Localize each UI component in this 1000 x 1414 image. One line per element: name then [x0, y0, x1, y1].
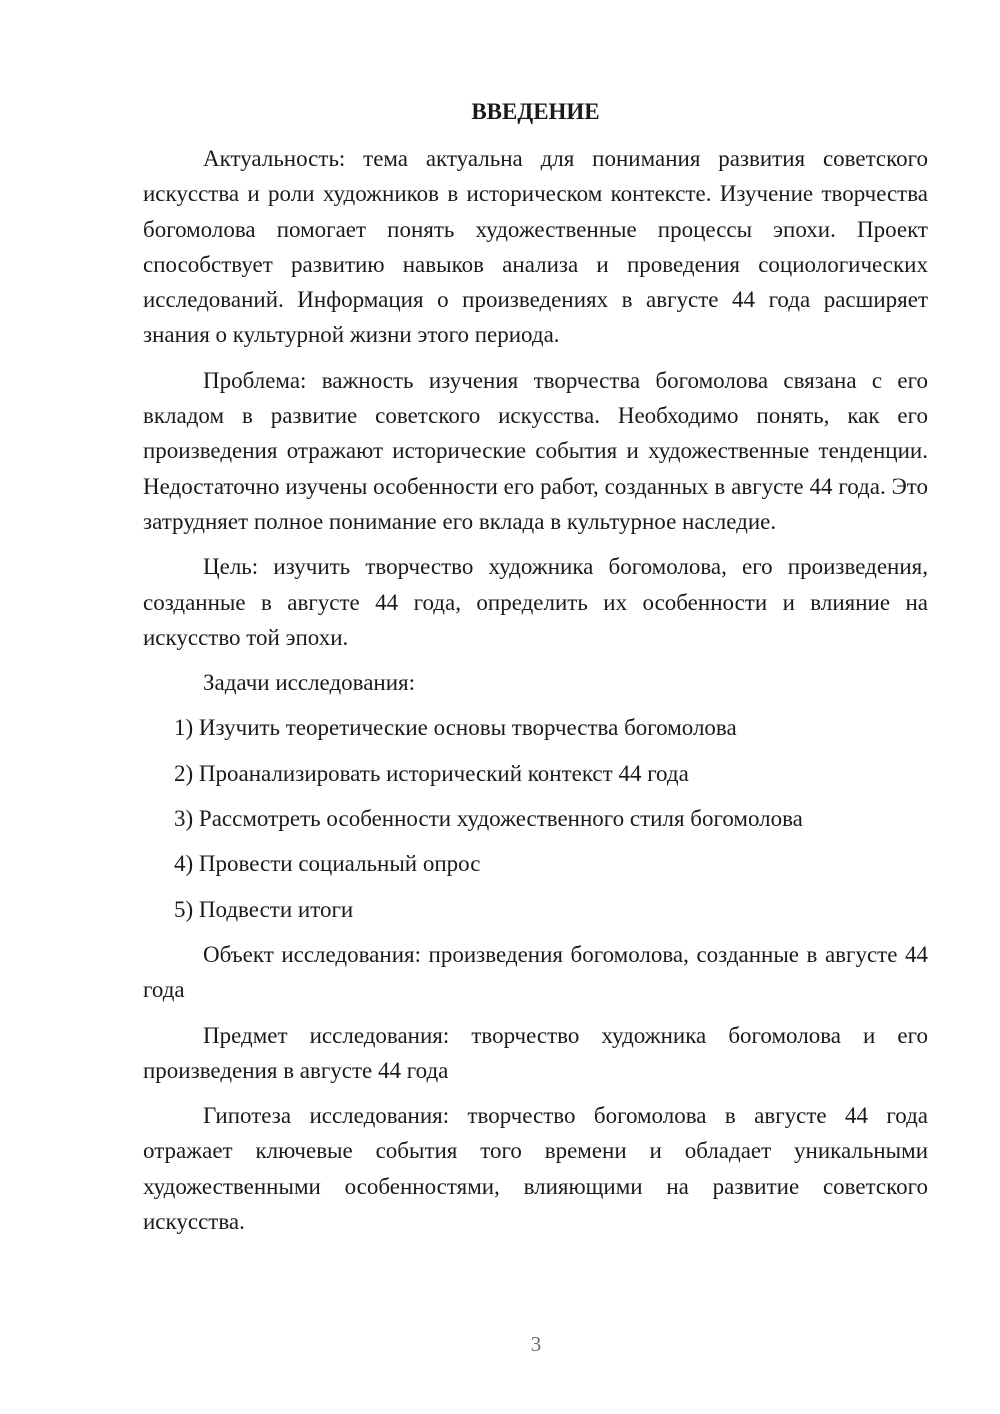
- page-content: [143, 94, 928, 1249]
- tasks-heading: Задачи исследования:: [203, 670, 416, 696]
- object-paragraph: Объект исследования: произведения богомолова, созданные в августе 44 года: [143, 941, 928, 1003]
- problem-paragraph: Проблема: важность изучения творчества богомолова связана с его вкладом в развитие советского искусства. Необходимо понять, как его произведения отражают исторические события и художественные тенденции. Недостаточно изучены особенности его работ, созданных в августе 44 года. Это затрудняет полное понимание его вклада в культурное наследие.: [143, 367, 928, 534]
- page-number: 3: [530, 1332, 542, 1356]
- task-item-5: 5) Подвести итоги: [174, 896, 354, 922]
- relevance-paragraph: Актуальность: тема актуальна для понимания развития советского искусства и роли художников в историческом контексте. Изучение творчества богомолова помогает понять художественные процессы эпохи. Проект способствует развитию навыков анализа и проведения социологических исследований. Информация о произведениях в августе 44 года расширяет знания о культурной жизни этого периода.: [143, 146, 928, 348]
- task-item-1: 1) Изучить теоретические основы творчества богомолова: [174, 715, 737, 741]
- section-title: ВВЕДЕНИЕ: [471, 99, 600, 124]
- task-item-2: 2) Проанализировать исторический контекст 44 года: [174, 760, 689, 786]
- subject-paragraph: Предмет исследования: творчество художника богомолова и его произведения в августе 44 года: [143, 1022, 928, 1083]
- task-item-4: 4) Провести социальный опрос: [174, 851, 481, 877]
- task-item-3: 3) Рассмотреть особенности художественного стиля богомолова: [174, 806, 803, 832]
- goal-paragraph: Цель: изучить творчество художника богомолова, его произведения, созданные в августе 44 года, определить их особенности и влияние на искусство той эпохи.: [143, 554, 928, 650]
- tasks-list: [143, 710, 928, 926]
- hypothesis-paragraph: Гипотеза исследования: творчество богомолова в августе 44 года отражает ключевые события того времени и обладает уникальными художественными особенностями, влияющими на развитие советского искусства.: [143, 1103, 928, 1235]
